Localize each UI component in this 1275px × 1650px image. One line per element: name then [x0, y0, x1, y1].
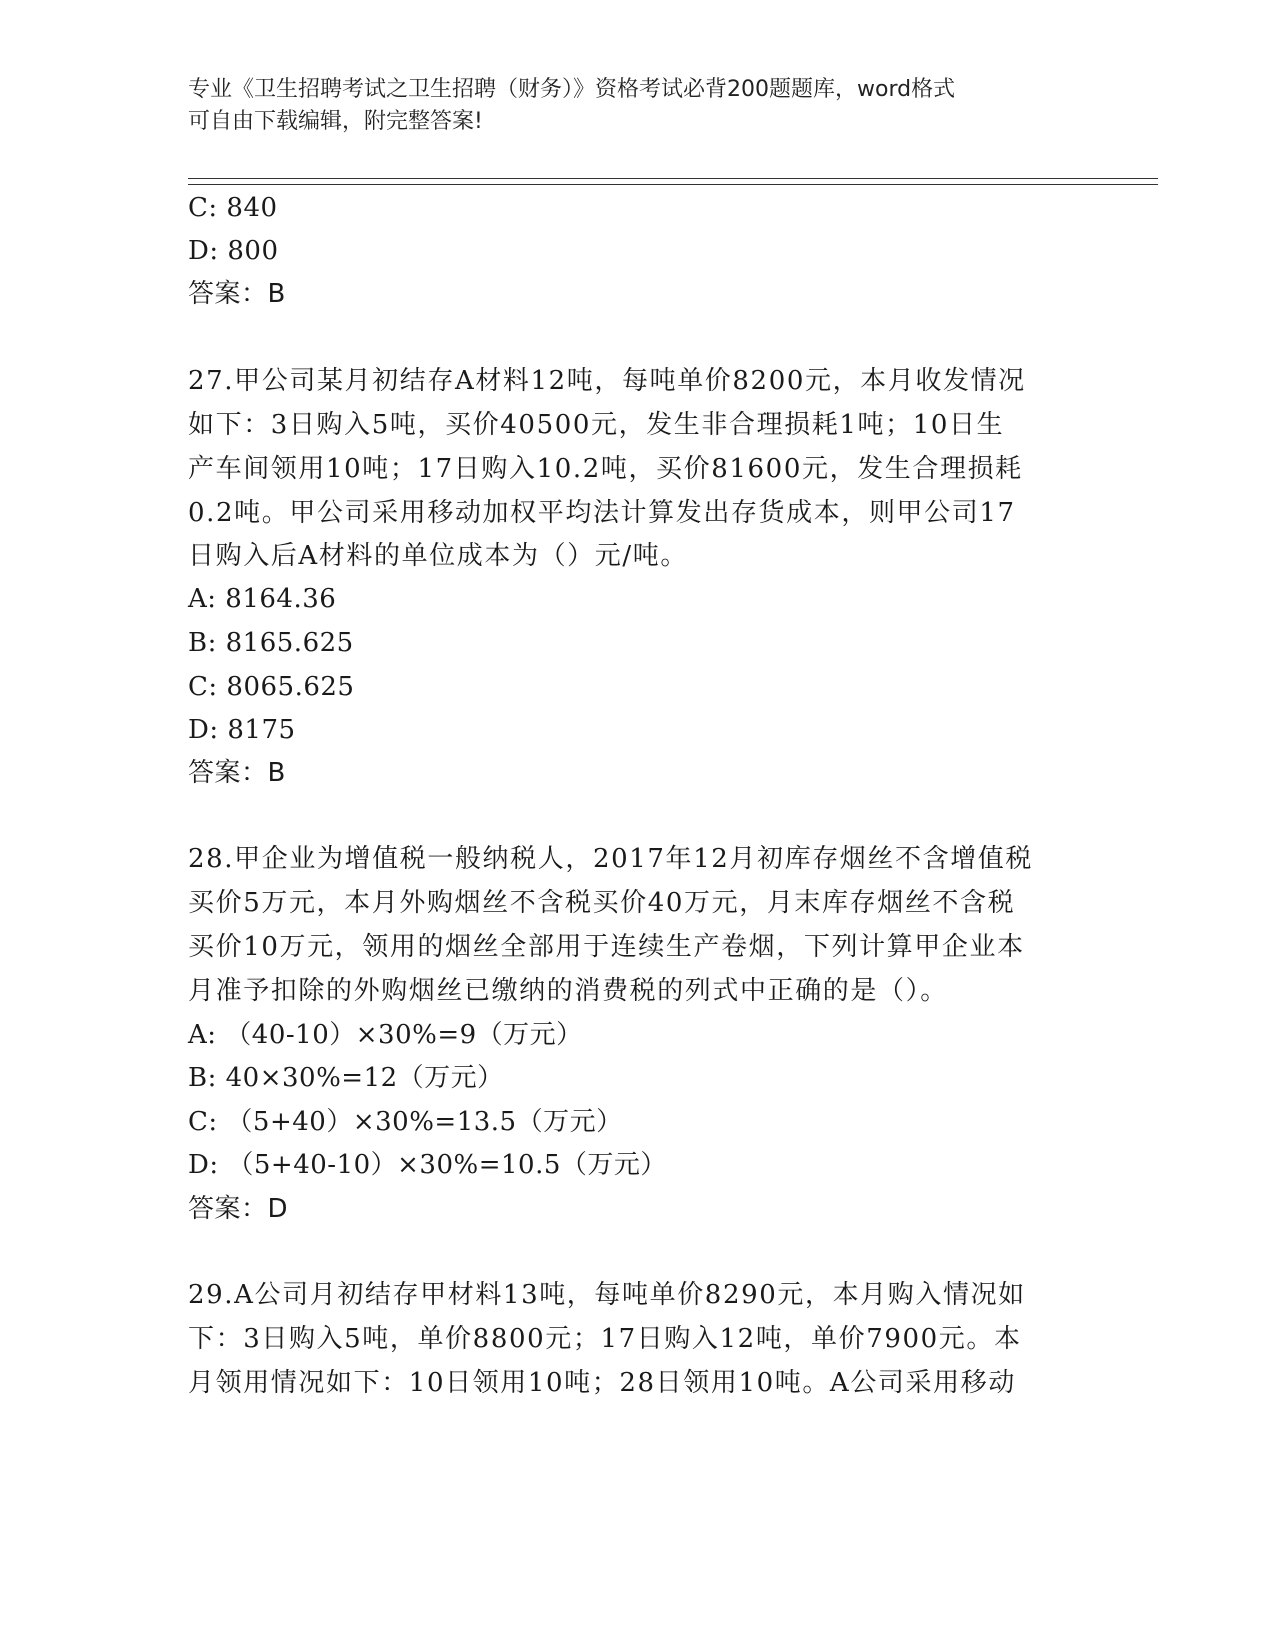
header-line-1: 专业《卫生招聘考试之卫生招聘（财务）》资格考试必背200题题库，word格式 — [188, 77, 956, 102]
q27-line-5: 日购入后A材料的单位成本为（）元/吨。 — [188, 541, 688, 571]
q28-line-3: 买价10万元，领用的烟丝全部用于连续生产卷烟，下列计算甲企业本 — [188, 932, 1025, 962]
q27-line-2: 如下：3日购入5吨，买价40500元，发生非合理损耗1吨；10日生 — [188, 410, 1005, 440]
q27-option-a: A: 8164.36 — [188, 584, 337, 614]
q28-option-d: D: （5+40-10）×30%=10.5（万元） — [188, 1150, 667, 1180]
q27-line-1: 27.甲公司某月初结存A材料12吨，每吨单价8200元，本月收发情况 — [188, 366, 1026, 396]
q28-line-2: 买价5万元，本月外购烟丝不含税买价40万元，月末库存烟丝不含税 — [188, 888, 1016, 918]
header-divider-bottom — [188, 184, 1158, 185]
q29-line-3: 月领用情况如下：10日领用10吨；28日领用10吨。A公司采用移动 — [188, 1368, 1016, 1398]
q28-option-a: A: （40-10）×30%=9（万元） — [188, 1020, 583, 1050]
prev-answer: 答案：B — [188, 279, 286, 309]
q27-option-c: C: 8065.625 — [188, 672, 355, 702]
q27-line-4: 0.2吨。甲公司采用移动加权平均法计算发出存货成本，则甲公司17 — [188, 498, 1016, 528]
prev-option-d: D: 800 — [188, 236, 279, 266]
q29-line-1: 29.A公司月初结存甲材料13吨，每吨单价8290元，本月购入情况如 — [188, 1280, 1026, 1310]
q27-answer: 答案：B — [188, 758, 286, 788]
q27-option-d: D: 8175 — [188, 715, 296, 745]
page-header — [188, 74, 1088, 138]
q27-line-3: 产车间领用10吨；17日购入10.2吨，买价81600元，发生合理损耗 — [188, 454, 1023, 484]
header-line-2: 可自由下载编辑，附完整答案! — [188, 109, 483, 134]
q28-line-4: 月准予扣除的外购烟丝已缴纳的消费税的列式中正确的是（）。 — [188, 976, 948, 1006]
q28-answer: 答案：D — [188, 1194, 289, 1224]
q29-line-2: 下：3日购入5吨，单价8800元；17日购入12吨，单价7900元。本 — [188, 1324, 1022, 1354]
q28-option-c: C: （5+40）×30%=13.5（万元） — [188, 1107, 623, 1137]
q28-option-b: B: 40×30%=12（万元） — [188, 1063, 504, 1093]
header-divider-top — [188, 178, 1158, 179]
prev-option-c: C: 840 — [188, 193, 278, 223]
q27-option-b: B: 8165.625 — [188, 628, 354, 658]
q28-line-1: 28.甲企业为增值税一般纳税人，2017年12月初库存烟丝不含增值税 — [188, 844, 1034, 874]
